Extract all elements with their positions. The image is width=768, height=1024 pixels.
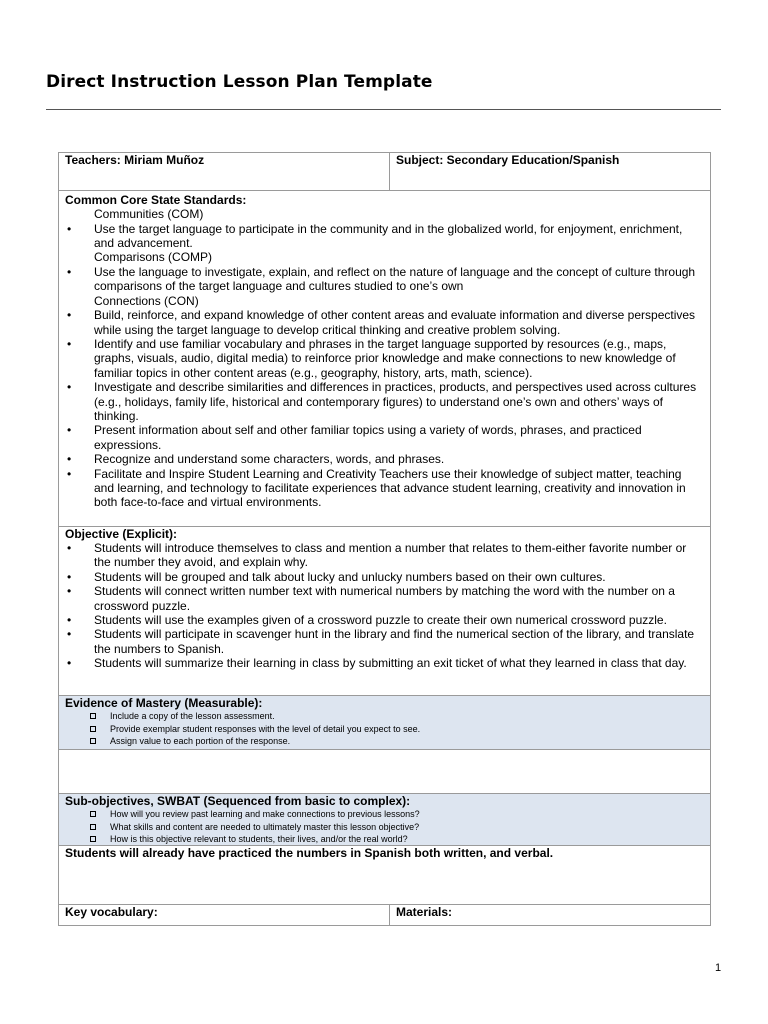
objective-item: • Students will be grouped and talk about lucky and unlucky numbers based on their own cultures. (65, 570, 704, 584)
prior-knowledge-text: Students will already have practiced the numbers in Spanish both written, and verbal. (65, 846, 554, 860)
standards-item: • Identify and use familiar vocabulary and phrases in the target language supported by resources (e.g., maps, graphs, visuals, audio, digital media) to reinforce prior knowledge and make connections to new knowledge of familiar topics in other content areas (e.g., geography, history, arts, math, science). (65, 337, 704, 380)
checkbox-icon (90, 713, 96, 719)
materials-label: Materials: (396, 905, 453, 919)
teachers-label: Teachers: Miriam Muñoz (65, 153, 205, 167)
evidence-item: Include a copy of the lesson assessment. (65, 710, 704, 723)
standards-item: • Investigate and describe similarities and differences in practices, products, and perspectives used across cultures (e.g., holidays, family life, historical and contemporary figures) to understand one’s own and others’ ways of thinking. (65, 380, 704, 423)
subject-label: Subject: Secondary Education/Spanish (396, 153, 620, 167)
subobjectives-section (59, 793, 710, 845)
standards-section (59, 190, 710, 526)
key-vocabulary-label: Key vocabulary: (65, 905, 158, 919)
teacher-subject-row (59, 153, 710, 190)
objective-item: • Students will introduce themselves to class and mention a number that relates to them-either favorite number or the number they avoid, and explain why. (65, 541, 704, 570)
checkbox-icon (90, 811, 96, 817)
evidence-response-row (59, 749, 710, 793)
communities-label: Communities (COM) (94, 207, 204, 221)
subobjective-item: How will you review past learning and make connections to previous lessons? (65, 808, 704, 821)
checkbox-icon (90, 738, 96, 744)
lesson-plan-table (58, 152, 711, 926)
checkbox-icon (90, 824, 96, 830)
evidence-section (59, 695, 710, 749)
objective-heading: Objective (Explicit): (65, 527, 178, 541)
standards-heading: Common Core State Standards: (65, 193, 247, 207)
evidence-heading: Evidence of Mastery (Measurable): (65, 696, 263, 710)
objective-item: • Students will summarize their learning in class by submitting an exit ticket of what they learned in class that day. (65, 656, 704, 670)
title-divider (46, 109, 721, 110)
objective-item: • Students will participate in scavenger hunt in the library and find the numerical section of the library, and translate the numbers to Spanish. (65, 627, 704, 656)
standards-item: • Use the target language to participate in the community and in the globalized world, for enjoyment, enrichment, and advancement. (65, 222, 704, 251)
standards-item: • Recognize and understand some characters, words, and phrases. (65, 452, 704, 466)
evidence-item: Provide exemplar student responses with the level of detail you expect to see. (65, 723, 704, 736)
subobjectives-heading: Sub-objectives, SWBAT (Sequenced from basic to complex): (65, 794, 411, 808)
objective-item: • Students will connect written number text with numerical numbers by matching the word with the number on a crossword puzzle. (65, 584, 704, 613)
comparisons-label: Comparisons (COMP) (94, 250, 213, 265)
standards-item: • Build, reinforce, and expand knowledge of other content areas and evaluate information and diverse perspectives while using the target language to develop critical thinking and creative problem solving. (65, 308, 704, 337)
objective-section (59, 526, 710, 695)
prior-knowledge-section (59, 845, 710, 904)
page-number: 1 (715, 962, 722, 974)
checkbox-icon (90, 726, 96, 732)
vocabulary-materials-row (59, 904, 710, 925)
evidence-item: Assign value to each portion of the response. (65, 735, 704, 748)
subobjective-item: How is this objective relevant to students, their lives, and/or the real world? (65, 833, 704, 846)
checkbox-icon (90, 836, 96, 842)
document-title: Direct Instruction Lesson Plan Template (46, 72, 433, 92)
connections-label: Connections (CON) (94, 293, 199, 308)
objective-item: • Students will use the examples given of a crossword puzzle to create their own numerical crossword puzzle. (65, 613, 704, 627)
standards-item: • Present information about self and other familiar topics using a variety of words, phrases, and practiced expressions. (65, 423, 704, 452)
standards-item: • Use the language to investigate, explain, and reflect on the nature of language and the concept of culture through comparisons of the target language and cultures studied to one’s own (65, 265, 704, 294)
standards-item: • Facilitate and Inspire Student Learning and Creativity Teachers use their knowledge of subject matter, teaching and learning, and technology to facilitate experiences that advance student learning, creativity and innovation in both face-to-face and virtual environments. (65, 467, 704, 510)
subobjective-item: What skills and content are needed to ultimately master this lesson objective? (65, 821, 704, 834)
